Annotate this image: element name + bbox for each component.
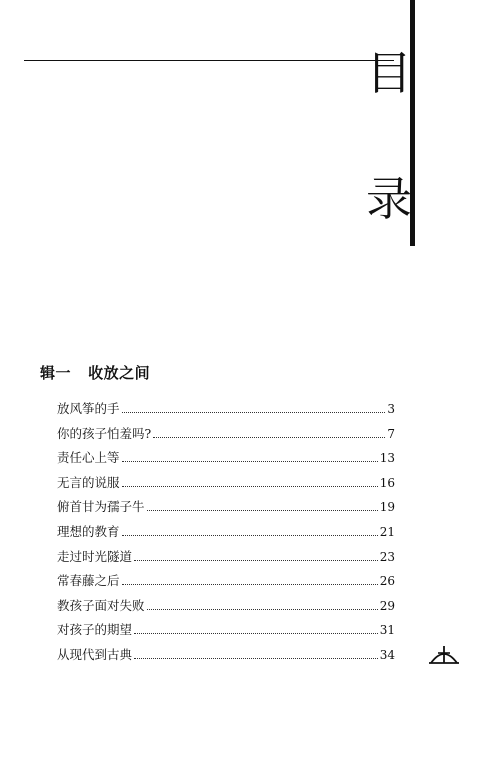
publisher-logo-icon bbox=[429, 643, 459, 665]
toc-item-page-number: 3 bbox=[387, 402, 395, 416]
toc-item[interactable] bbox=[57, 545, 395, 570]
toc-item-label: 常春藤之后 bbox=[57, 573, 120, 589]
toc-item[interactable] bbox=[57, 594, 395, 619]
title-horizontal-rule bbox=[24, 60, 394, 61]
toc-item-label: 教孩子面对失败 bbox=[57, 597, 145, 613]
toc-item-label: 对孩子的期望 bbox=[57, 622, 133, 638]
toc-dot-leader bbox=[153, 437, 385, 438]
section-heading: 辑一 收放之间 bbox=[40, 364, 151, 382]
toc-item[interactable] bbox=[57, 618, 395, 643]
toc-list bbox=[57, 397, 395, 668]
toc-item[interactable] bbox=[57, 446, 395, 471]
toc-item-label: 走过时光隧道 bbox=[57, 548, 133, 564]
toc-item-page-number: 7 bbox=[387, 426, 395, 441]
toc-item-page-number: 23 bbox=[379, 549, 395, 564]
toc-item-page-number: 29 bbox=[379, 598, 395, 613]
toc-item[interactable] bbox=[57, 422, 395, 447]
toc-item-page-number: 34 bbox=[379, 647, 395, 662]
toc-dot-leader bbox=[122, 486, 378, 487]
toc-item-page-number: 31 bbox=[379, 623, 395, 638]
toc-item[interactable] bbox=[57, 495, 395, 520]
toc-item-label: 俯首甘为孺子牛 bbox=[57, 499, 145, 515]
toc-item-page-number: 16 bbox=[379, 475, 395, 490]
toc-dot-leader bbox=[122, 535, 378, 536]
toc-item[interactable] bbox=[57, 569, 395, 594]
toc-dot-leader bbox=[122, 584, 378, 585]
toc-item[interactable] bbox=[57, 520, 395, 545]
toc-item-label: 责任心上等 bbox=[57, 450, 120, 466]
title-char-lu: 录 bbox=[366, 172, 412, 226]
toc-item-page-number: 26 bbox=[379, 574, 395, 589]
toc-item-page-number: 13 bbox=[379, 451, 395, 466]
toc-dot-leader bbox=[134, 658, 378, 659]
toc-dot-leader bbox=[134, 560, 378, 561]
toc-dot-leader bbox=[147, 609, 378, 610]
toc-item-label: 你的孩子怕羞吗? bbox=[57, 425, 152, 441]
toc-dot-leader bbox=[134, 633, 378, 634]
toc-item[interactable] bbox=[57, 471, 395, 496]
toc-dot-leader bbox=[122, 412, 386, 413]
toc-item[interactable] bbox=[57, 397, 395, 422]
toc-dot-leader bbox=[122, 461, 378, 462]
toc-item-label: 无言的说服 bbox=[57, 474, 120, 490]
toc-item-page-number: 21 bbox=[379, 524, 395, 539]
toc-item-label: 从现代到古典 bbox=[57, 646, 133, 662]
toc-dot-leader bbox=[147, 510, 378, 511]
toc-item-label: 放风筝的手 bbox=[57, 401, 120, 416]
toc-item[interactable] bbox=[57, 643, 395, 668]
toc-item-page-number: 19 bbox=[379, 500, 395, 515]
toc-item-label: 理想的教育 bbox=[57, 523, 120, 539]
title-char-mu: 目 bbox=[366, 46, 412, 100]
